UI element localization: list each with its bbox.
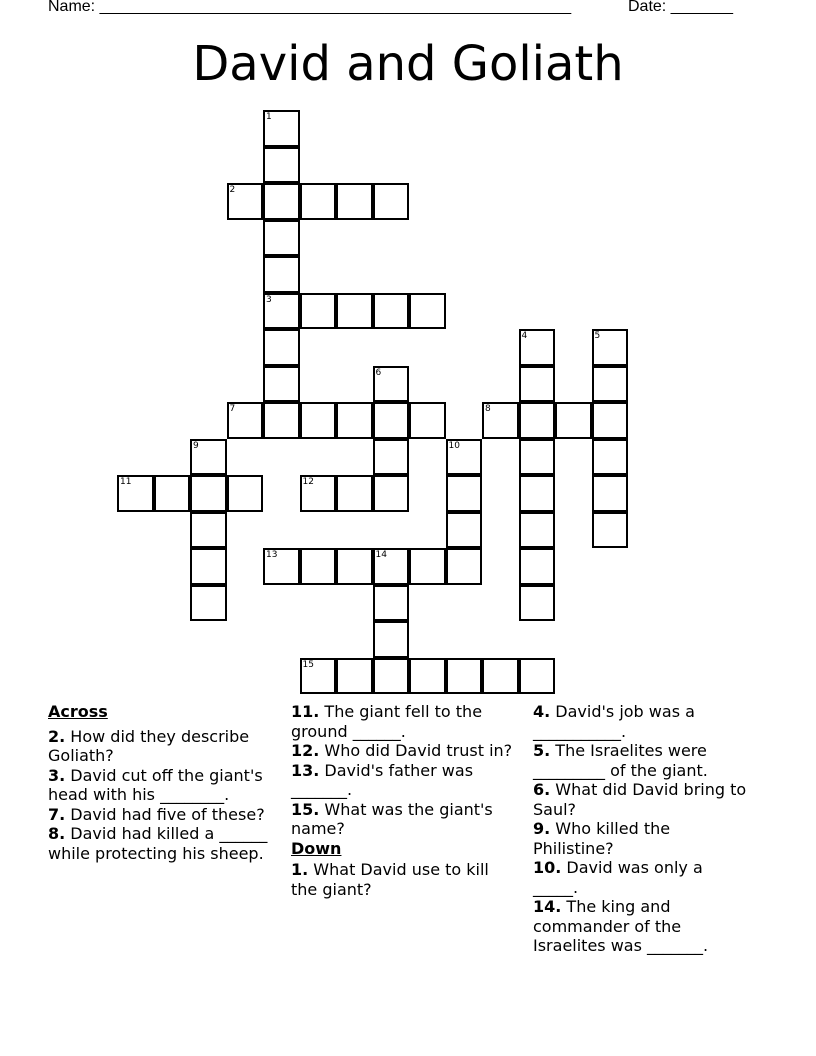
grid-cell[interactable] bbox=[190, 512, 227, 549]
clue-text: What was the giant's name? bbox=[291, 799, 493, 838]
grid-cell[interactable] bbox=[263, 110, 300, 147]
clue-down-10 bbox=[533, 858, 748, 897]
grid-cell[interactable] bbox=[519, 329, 556, 366]
grid-cell[interactable] bbox=[373, 548, 410, 585]
grid-cell[interactable] bbox=[409, 548, 446, 585]
clue-across-8 bbox=[48, 824, 278, 863]
grid-cell[interactable] bbox=[336, 183, 373, 220]
grid-cell[interactable] bbox=[409, 293, 446, 330]
cell-number: 7 bbox=[229, 404, 236, 414]
grid-cell[interactable] bbox=[373, 402, 410, 439]
clue-down-9 bbox=[533, 819, 748, 858]
down-heading: Down bbox=[291, 838, 342, 858]
cell-number: 13 bbox=[266, 550, 278, 560]
clue-number: 8. bbox=[48, 824, 66, 843]
grid-cell[interactable] bbox=[300, 658, 337, 695]
clue-text: David was only a _____. bbox=[533, 858, 703, 897]
grid-cell[interactable] bbox=[373, 293, 410, 330]
grid-cell[interactable] bbox=[227, 183, 264, 220]
clue-across-15 bbox=[291, 800, 516, 839]
clue-across-7 bbox=[48, 805, 278, 825]
cell-number: 10 bbox=[448, 440, 460, 451]
grid-cell[interactable] bbox=[190, 585, 227, 622]
grid-cell[interactable] bbox=[373, 475, 410, 512]
clue-across-12 bbox=[291, 741, 516, 761]
clue-number: 3. bbox=[48, 765, 66, 785]
grid-cell[interactable] bbox=[446, 658, 483, 695]
clue-text: David had killed a ______ while protecting his sheep. bbox=[48, 824, 268, 863]
grid-cell[interactable] bbox=[300, 293, 337, 330]
grid-cell[interactable] bbox=[336, 658, 373, 695]
clues-column-3 bbox=[533, 702, 748, 956]
cell-number: 6 bbox=[375, 367, 382, 378]
grid-cell[interactable] bbox=[373, 621, 410, 658]
clue-number: 15. bbox=[291, 799, 320, 819]
grid-cell[interactable] bbox=[263, 293, 300, 330]
clue-number: 12. bbox=[291, 741, 320, 760]
grid-cell[interactable] bbox=[409, 658, 446, 695]
grid-cell[interactable] bbox=[519, 366, 556, 403]
clue-across-3 bbox=[48, 766, 278, 805]
grid-cell[interactable] bbox=[519, 585, 556, 622]
grid-cell[interactable] bbox=[519, 402, 556, 439]
grid-cell[interactable] bbox=[446, 439, 483, 476]
grid-cell[interactable] bbox=[592, 329, 629, 366]
grid-cell[interactable] bbox=[300, 402, 337, 439]
grid-cell[interactable] bbox=[263, 329, 300, 366]
clue-text: What David use to kill the giant? bbox=[291, 860, 489, 899]
grid-cell[interactable] bbox=[190, 475, 227, 512]
grid-cell[interactable] bbox=[336, 293, 373, 330]
grid-cell[interactable] bbox=[227, 475, 264, 512]
across-heading: Across bbox=[48, 702, 108, 721]
clue-text: The Israelites were _________ of the giant. bbox=[533, 741, 708, 780]
cell-number: 5 bbox=[594, 331, 601, 341]
grid-cell[interactable] bbox=[519, 512, 556, 549]
date-field-label: Date: _______ bbox=[628, 0, 733, 15]
cell-number: 9 bbox=[193, 440, 199, 451]
grid-cell[interactable] bbox=[227, 402, 264, 439]
grid-cell[interactable] bbox=[373, 366, 410, 403]
clues-column-2 bbox=[291, 702, 516, 899]
clues-column-1 bbox=[48, 702, 278, 863]
cell-number: 8 bbox=[485, 404, 491, 414]
clue-text: What did David bring to Saul? bbox=[533, 780, 747, 819]
cell-number: 11 bbox=[120, 477, 132, 487]
clue-number: 14. bbox=[533, 897, 562, 916]
grid-cell[interactable] bbox=[519, 475, 556, 512]
clue-number: 1. bbox=[291, 860, 309, 879]
grid-cell[interactable] bbox=[300, 548, 337, 585]
clue-text: How did they describe Goliath? bbox=[48, 726, 250, 765]
clue-number: 5. bbox=[533, 741, 551, 760]
grid-cell[interactable] bbox=[190, 439, 227, 476]
grid-cell[interactable] bbox=[190, 548, 227, 585]
clue-number: 7. bbox=[48, 804, 66, 824]
grid-cell[interactable] bbox=[336, 548, 373, 585]
grid-cell[interactable] bbox=[592, 366, 629, 403]
grid-cell[interactable] bbox=[263, 256, 300, 293]
clue-number: 11. bbox=[291, 702, 320, 721]
clue-across-13 bbox=[291, 761, 516, 800]
cell-number: 14 bbox=[375, 550, 387, 560]
cell-number: 15 bbox=[302, 659, 314, 670]
clue-down-1 bbox=[291, 860, 516, 899]
grid-cell[interactable] bbox=[555, 402, 592, 439]
grid-cell[interactable] bbox=[592, 439, 629, 476]
clue-across-11 bbox=[291, 702, 516, 741]
grid-cell[interactable] bbox=[446, 548, 483, 585]
grid-cell[interactable] bbox=[446, 512, 483, 549]
clue-text: David's job was a ___________. bbox=[533, 702, 695, 741]
clue-number: 10. bbox=[533, 858, 562, 877]
puzzle-title: David and Goliath bbox=[192, 36, 624, 92]
grid-cell[interactable] bbox=[519, 548, 556, 585]
grid-cell[interactable] bbox=[263, 183, 300, 220]
clue-down-14 bbox=[533, 897, 748, 956]
grid-cell[interactable] bbox=[519, 439, 556, 476]
grid-cell[interactable] bbox=[482, 658, 519, 695]
grid-cell[interactable] bbox=[373, 183, 410, 220]
grid-cell[interactable] bbox=[263, 147, 300, 184]
clue-down-4 bbox=[533, 702, 748, 741]
name-field-label: Name: _____________________________________________________ bbox=[48, 0, 572, 15]
grid-cell[interactable] bbox=[592, 512, 629, 549]
grid-cell[interactable] bbox=[300, 183, 337, 220]
clue-number: 4. bbox=[533, 702, 551, 721]
cell-number: 4 bbox=[521, 331, 528, 341]
cell-number: 1 bbox=[266, 112, 272, 122]
clue-number: 6. bbox=[533, 780, 551, 799]
clue-text: The giant fell to the ground ______. bbox=[291, 702, 483, 741]
grid-cell[interactable] bbox=[446, 475, 483, 512]
grid-cell[interactable] bbox=[409, 402, 446, 439]
grid-cell[interactable] bbox=[336, 475, 373, 512]
clue-text: The king and commander of the Israelites was _______. bbox=[533, 897, 709, 955]
grid-cell[interactable] bbox=[117, 475, 154, 512]
grid-cell[interactable] bbox=[336, 402, 373, 439]
clue-text: Who killed the Philistine? bbox=[533, 819, 671, 858]
clue-down-5 bbox=[533, 741, 748, 780]
clue-text: David had five of these? bbox=[65, 804, 265, 824]
grid-cell[interactable] bbox=[592, 475, 629, 512]
grid-cell[interactable] bbox=[154, 475, 191, 512]
clue-down-6 bbox=[533, 780, 748, 819]
cell-number: 2 bbox=[229, 185, 236, 195]
grid-cell[interactable] bbox=[263, 366, 300, 403]
grid-cell[interactable] bbox=[373, 585, 410, 622]
clue-across-2 bbox=[48, 727, 278, 766]
grid-cell[interactable] bbox=[519, 658, 556, 695]
grid-cell[interactable] bbox=[263, 402, 300, 439]
clue-text: David cut off the giant's head with his ________. bbox=[48, 765, 263, 804]
cell-number: 12 bbox=[302, 477, 314, 487]
clue-text: Who did David trust in? bbox=[319, 741, 513, 760]
grid-cell[interactable] bbox=[592, 402, 629, 439]
clue-number: 9. bbox=[533, 819, 551, 838]
clue-number: 13. bbox=[291, 760, 320, 780]
grid-cell[interactable] bbox=[300, 475, 337, 512]
grid-cell[interactable] bbox=[482, 402, 519, 439]
grid-cell[interactable] bbox=[373, 658, 410, 695]
clue-text: David's father was _______. bbox=[291, 760, 474, 799]
cell-number: 3 bbox=[266, 294, 272, 305]
grid-cell[interactable] bbox=[263, 548, 300, 585]
grid-cell[interactable] bbox=[373, 439, 410, 476]
grid-cell[interactable] bbox=[263, 220, 300, 257]
clue-number: 2. bbox=[48, 726, 66, 746]
